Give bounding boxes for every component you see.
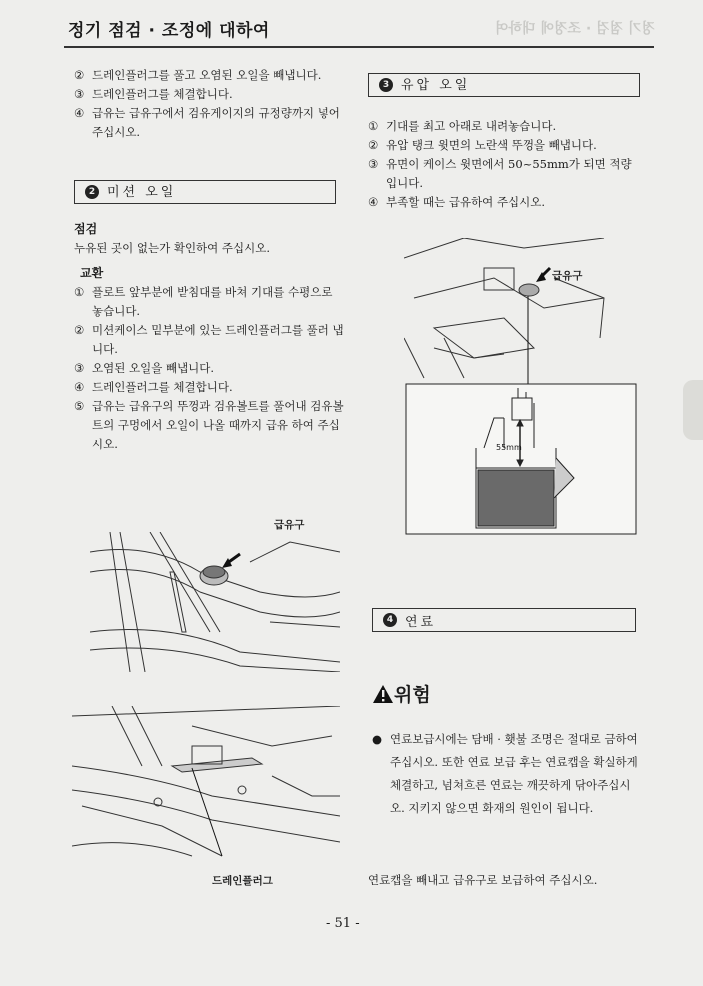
check-text: 누유된 곳이 없는가 확인하여 주십시오.	[74, 241, 271, 255]
item-text: 미션케이스 밑부분에 있는 드레인플러그를 풀러 냅니다.	[92, 323, 344, 356]
item-text: 드레인플러그를 풀고 오염된 오일을 빼냅니다.	[92, 68, 322, 82]
list-item	[74, 283, 344, 321]
intro-list	[74, 66, 344, 142]
list-item	[74, 378, 344, 397]
item-number: ①	[368, 119, 379, 133]
item-text: 유압 탱크 윗면의 노란색 뚜껑을 빼냅니다.	[386, 138, 597, 152]
bleed-through-header: 정기 점검 · 조정에 대하여	[494, 21, 655, 37]
item-number: ④	[368, 195, 379, 209]
item-number: ④	[74, 380, 85, 394]
drain-plug-label: 드레인플러그	[212, 875, 273, 887]
section-4-heading	[372, 608, 636, 632]
section-number-badge: 4	[383, 613, 397, 627]
item-number: ③	[74, 361, 85, 375]
item-number: ④	[74, 106, 85, 120]
item-number: ⑤	[74, 399, 85, 413]
list-item	[74, 85, 344, 104]
hydraulic-fill-port-label: 급유구	[552, 270, 583, 282]
list-item	[74, 321, 344, 359]
danger-heading	[372, 680, 431, 707]
list-item	[368, 136, 640, 155]
right-column	[368, 73, 640, 212]
section-title: 미션 오일	[107, 184, 177, 200]
list-item	[74, 397, 344, 454]
section-2-heading	[74, 180, 336, 204]
section-number-badge: 3	[379, 78, 393, 92]
fuel-instruction: 연료캡을 빼내고 급유구로 보급하여 주십시오.	[368, 873, 598, 887]
page-number: - 51 -	[326, 916, 360, 931]
page-edge-shadow	[683, 380, 703, 440]
transmission-fill-port-illustration	[90, 532, 340, 672]
item-text: 오염된 오일을 빼냅니다.	[92, 361, 215, 375]
bullet-icon: ●	[372, 732, 383, 746]
item-number: ①	[74, 285, 85, 299]
item-text: 플로트 앞부분에 받침대를 바쳐 기대를 수평으로 놓습니다.	[92, 285, 333, 318]
hydraulic-list	[368, 117, 640, 212]
left-column	[74, 66, 344, 454]
hydraulic-tank-illustration	[404, 238, 640, 538]
section-title: 연료	[405, 614, 437, 630]
item-text: 기대를 최고 아래로 내려놓습니다.	[386, 119, 557, 133]
fill-port-label: 급유구	[274, 519, 305, 531]
danger-notice	[372, 728, 644, 820]
item-text: 유면이 케이스 윗면에서 50~55mm가 되면 적량입니다.	[386, 157, 632, 190]
oil-level-measure-label: 55mm	[496, 443, 522, 452]
check-heading: 점검	[74, 222, 98, 236]
item-text: 부족할 때는 급유하여 주십시오.	[386, 195, 546, 209]
item-number: ②	[368, 138, 379, 152]
list-item	[74, 66, 344, 85]
header-rule	[64, 46, 654, 48]
section-3-heading	[368, 73, 640, 97]
replace-list	[74, 283, 344, 454]
section-title: 유압 오일	[401, 77, 471, 93]
item-text: 드레인플러그를 체결합니다.	[92, 87, 233, 101]
danger-title: 위험	[394, 684, 431, 706]
item-text: 급유는 급유구에서 검유게이지의 규정량까지 넣어 주십시오.	[92, 106, 340, 139]
list-item	[368, 193, 640, 212]
item-number: ③	[368, 157, 379, 171]
list-item	[74, 104, 344, 142]
page-header-title: 정기 점검 · 조정에 대하여	[68, 21, 270, 41]
item-number: ②	[74, 323, 85, 337]
list-item	[368, 117, 640, 136]
replace-heading: 교환	[80, 266, 104, 280]
section-number-badge: 2	[85, 185, 99, 199]
item-number: ②	[74, 68, 85, 82]
list-item	[368, 155, 640, 193]
item-text: 드레인플러그를 체결합니다.	[92, 380, 233, 394]
warning-triangle-icon	[372, 684, 394, 704]
item-number: ③	[74, 87, 85, 101]
list-item	[74, 359, 344, 378]
danger-text: 연료보급시에는 담배 · 횃불 조명은 절대로 금하여 주십시오. 또한 연료 보급 후는 연료캡을 확실하게 체결하고, 넘쳐흐른 연료는 깨끗하게 닦아주십시오. 지키지 않으면 화재의 원인이 됩니다.	[390, 732, 638, 815]
item-text: 급유는 급유구의 뚜껑과 검유볼트를 풀어내 검유볼트의 구멍에서 오일이 나올 때까지 급유 하여 주십시오.	[92, 399, 344, 451]
list-item	[372, 728, 644, 820]
drain-plug-illustration	[72, 706, 340, 864]
